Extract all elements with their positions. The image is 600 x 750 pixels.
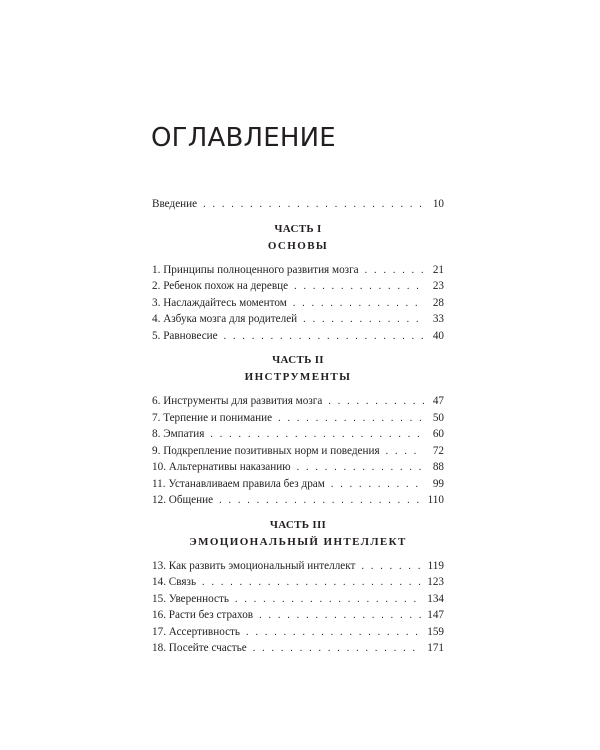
dot-leader [303,312,424,329]
toc-entry[interactable] [152,311,444,328]
toc-page-number: 72 [432,444,444,457]
dot-leader [235,592,421,609]
toc-entry-label: 12. Общение [152,494,214,506]
dot-leader [386,444,424,461]
part-heading-2 [152,352,444,386]
dot-leader [203,197,424,214]
toc-page-number: 119 [427,559,444,572]
toc-entry-label: 17. Ассертивность [152,625,241,638]
part-heading-1 [152,221,444,255]
dot-leader [224,329,424,346]
part-heading-3 [152,517,444,551]
dot-leader [219,493,422,510]
toc-entry-label: 10. Альтернативы наказанию [152,461,291,473]
dot-leader [210,427,424,444]
toc-entry-label: 1. Принципы полноценного развития мозга [152,263,359,276]
toc-entry-label: 2. Ребенок похож на деревце [152,280,289,292]
toc-page-number: 171 [427,642,444,654]
part-number: ЧАСТЬ I [274,222,322,235]
toc-page-number: 23 [432,280,444,292]
dot-leader [365,263,424,280]
dot-leader [294,279,424,296]
toc-page-number: 147 [427,609,444,621]
toc-entry[interactable] [152,410,444,427]
toc-entry[interactable] [152,591,444,608]
toc-entry[interactable] [152,295,444,312]
spacer [152,344,444,352]
toc-page-number: 88 [432,461,444,473]
toc-entry-label: 9. Подкрепление позитивных норм и поведения [152,444,380,457]
toc-entry-label: 8. Эмпатия [152,428,205,440]
toc-entry[interactable] [152,328,444,345]
toc-page-number: 10 [432,198,444,210]
spacer [152,551,444,558]
toc-entry[interactable] [152,607,444,624]
toc-entry-label: 16. Расти без страхов [152,609,254,621]
toc-page-number: 134 [427,592,444,605]
toc-entry-label: 4. Азбука мозга для родителей [152,313,298,325]
toc-page-number: 47 [432,395,444,407]
toc-entry[interactable] [152,426,444,443]
part-name: ОСНОВЫ [267,239,329,252]
toc-entry[interactable] [152,476,444,493]
toc-entry-label: 15. Уверенность [152,592,229,605]
spacer [152,509,444,517]
toc-entry[interactable] [152,443,444,460]
dot-leader [328,394,424,411]
toc-page-number: 110 [427,494,444,506]
toc-page-number: 159 [427,625,444,638]
toc-entry[interactable] [152,574,444,591]
toc-entry-label: 14. Связь [152,576,197,588]
dot-leader [361,559,421,576]
page-title: ОГЛАВЛЕНИЕ [151,123,336,153]
dot-leader [202,575,421,592]
toc-page-number: 33 [432,313,444,325]
toc-entry-label: 7. Терпение и понимание [152,411,273,424]
dot-leader [246,625,421,642]
toc-entry[interactable] [152,624,444,641]
toc-entry-label: 5. Равновесие [152,329,218,342]
toc-page-number: 21 [432,263,444,276]
toc-entry-label: 11. Устанавливаем правила без драм [152,477,325,490]
toc-entry[interactable] [152,459,444,476]
dot-leader [259,608,421,625]
part-number: ЧАСТЬ II [272,354,324,366]
dot-leader [297,460,424,477]
toc-page-number: 99 [432,477,444,490]
spacer [152,255,444,262]
table-of-contents [152,196,444,657]
spacer [152,386,444,393]
part-name: ЭМОЦИОНАЛЬНЫЙ ИНТЕЛЛЕКТ [189,535,407,548]
toc-entry[interactable] [152,262,444,279]
toc-page-number: 123 [427,576,444,588]
dot-leader [278,411,424,428]
part-name: ИНСТРУМЕНТЫ [244,371,352,383]
toc-entry-label: 13. Как развить эмоциональный интеллект [152,559,356,572]
toc-page-number: 28 [432,296,444,309]
toc-entry[interactable] [152,558,444,575]
dot-leader [293,296,424,313]
toc-entry[interactable] [152,278,444,295]
toc-entry[interactable] [152,393,444,410]
toc-entry-label: 6. Инструменты для развития мозга [152,395,323,407]
toc-page-number: 40 [432,329,444,342]
toc-entry-label: 3. Наслаждайтесь моментом [152,296,287,309]
spacer [152,213,444,221]
toc-entry-label: 18. Посейте счастье [152,642,247,654]
dot-leader [331,477,424,494]
part-number: ЧАСТЬ III [269,518,327,531]
toc-entry[interactable] [152,640,444,657]
toc-entry[interactable] [152,492,444,509]
toc-page-number: 60 [432,428,444,440]
toc-entry-label: Введение [152,198,198,210]
toc-page-number: 50 [432,411,444,424]
toc-entry-intro[interactable] [152,196,444,213]
dot-leader [253,641,422,658]
